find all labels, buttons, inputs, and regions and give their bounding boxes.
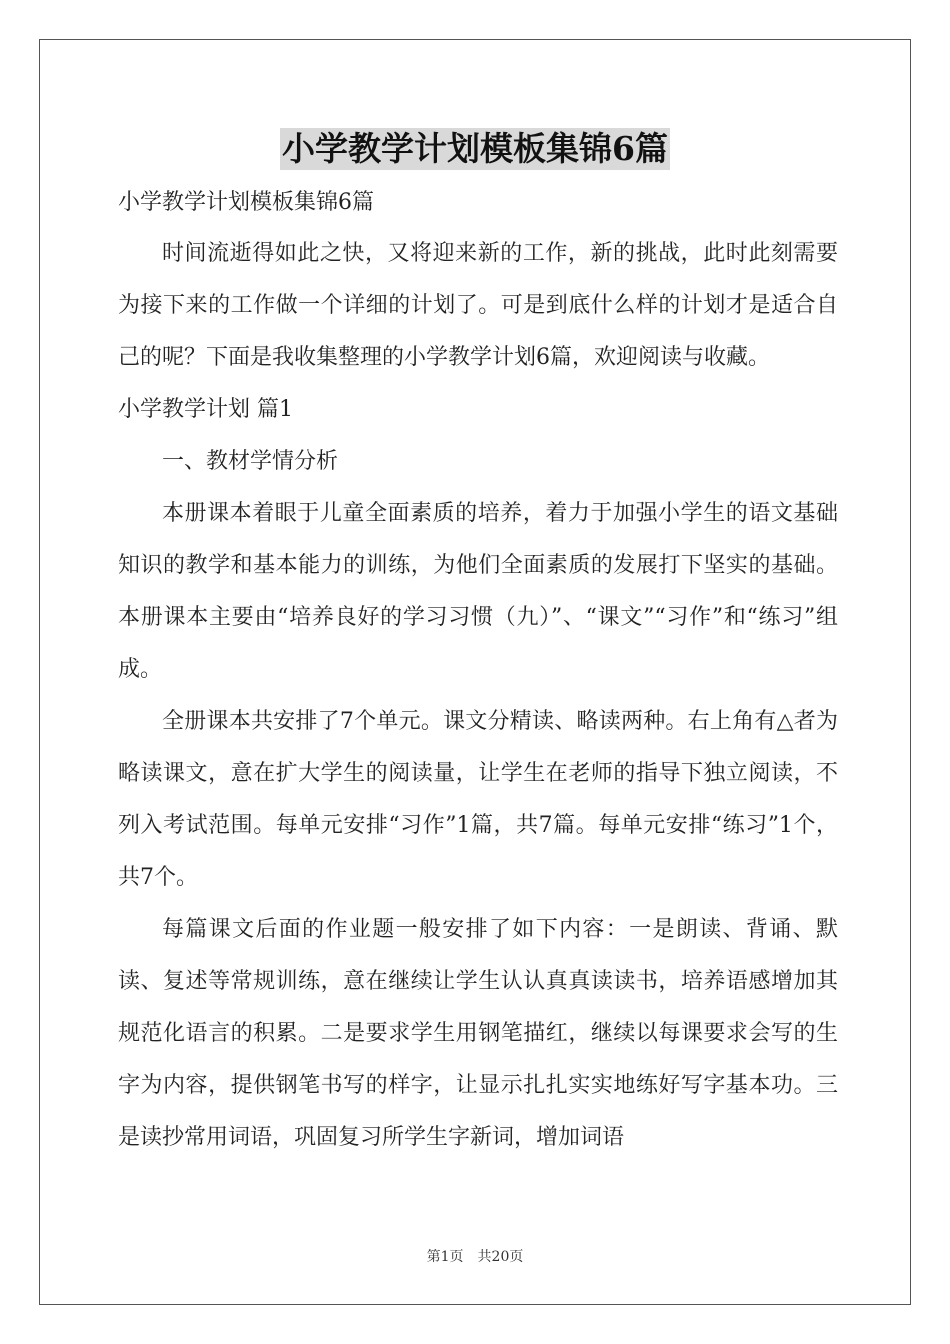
page-number: 第1页 共20页: [426, 1249, 524, 1265]
document-body: [118, 178, 838, 1164]
document-subtitle: 小学教学计划模板集锦6篇: [118, 190, 374, 215]
page-footer: [0, 1246, 950, 1266]
sub-heading: 一、教材学情分析: [162, 449, 339, 474]
title-container: [0, 128, 950, 170]
document-title: 小学教学计划模板集锦6篇: [282, 129, 668, 168]
body-paragraph-3: 每篇课文后面的作业题一般安排了如下内容：一是朗读、背诵、默读、复述等常规训练，意在继续让学生认认真真读读书，培养语感增加其规范化语言的积累。二是要求学生用钢笔描红，继续以每课要求会写的生字为内容，提供钢笔书写的样字，让显示扎扎实实地练好写字基本功。三是读抄常用词语，巩固复习所学生字新词，增加词语: [118, 917, 838, 1150]
body-paragraph-1: 本册课本着眼于儿童全面素质的培养，着力于加强小学生的语文基础知识的教学和基本能力的训练，为他们全面素质的发展打下坚实的基础。本册课本主要由“培养良好的学习习惯（九）”、“课文”“习作”和“练习”组成。: [118, 501, 838, 682]
section-heading: 小学教学计划 篇1: [118, 397, 293, 422]
intro-paragraph: 时间流逝得如此之快，又将迎来新的工作，新的挑战，此时此刻需要为接下来的工作做一个详细的计划了。可是到底什么样的计划才是适合自己的呢？下面是我收集整理的小学教学计划6篇，欢迎阅读与收藏。: [118, 241, 838, 370]
body-paragraph-2: 全册课本共安排了7个单元。课文分精读、略读两种。右上角有△者为略读课文，意在扩大学生的阅读量，让学生在老师的指导下独立阅读，不列入考试范围。每单元安排“习作”1篇，共7篇。每单元安排“练习”1个，共7个。: [118, 709, 838, 890]
